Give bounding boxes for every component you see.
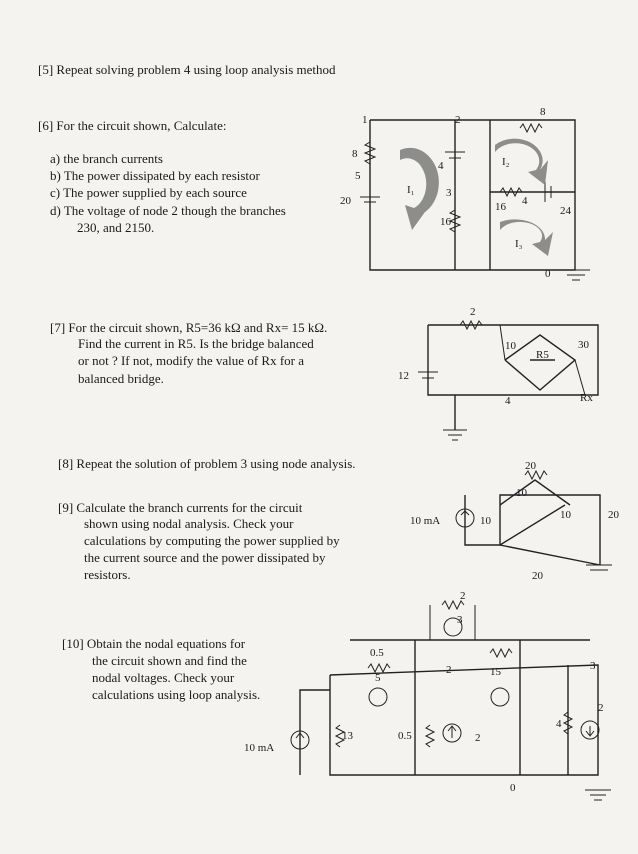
problem-7-line-3: or not ? If not, modify the value of Rx for a xyxy=(78,353,304,368)
problem-10-line-4: calculations using loop analysis. xyxy=(92,687,261,702)
c10-source-10ma: 10 mA xyxy=(244,742,275,754)
problem-6-item-a: a) the branch currents xyxy=(50,151,163,166)
problem-6-item-c: c) The power supplied by each source xyxy=(50,185,247,200)
problem-6-tail: 230, and 2150. xyxy=(77,220,155,235)
c10-r2-top: 2 xyxy=(460,590,466,602)
c9-r20-top: 20 xyxy=(525,460,536,472)
c6-current-i2: I₂ xyxy=(502,156,510,168)
c9-source-10ma: 10 mA xyxy=(410,515,441,527)
c6-v4: 4 xyxy=(438,160,444,172)
c7-r30: 30 xyxy=(578,339,589,351)
c10-src5: 5 xyxy=(375,672,381,684)
problem-10-line-3: nodal voltages. Check your xyxy=(92,670,235,685)
problem-7-line-2: Find the current in R5. Is the bridge balanced xyxy=(78,336,314,351)
c9-r10-b: 10 xyxy=(480,515,491,527)
c9-r10-a: 10 xyxy=(516,487,527,499)
c6-r8: 8 xyxy=(352,148,358,160)
c9-r20-right: 20 xyxy=(608,509,619,521)
c6-r16-right: 16 xyxy=(495,201,506,213)
problem-5: [5] Repeat solving problem 4 using loop analysis method xyxy=(38,62,336,77)
c6-r16-left: 16 xyxy=(440,216,451,228)
c10-node3: 3 xyxy=(590,660,596,672)
problem-6-item-d: d) The voltage of node 2 though the branches xyxy=(50,203,286,218)
problem-6-title: [6] For the circuit shown, Calculate: xyxy=(38,118,227,133)
c9-r20-bottom: 20 xyxy=(532,570,543,582)
c6-current-i3: I₃ xyxy=(515,238,523,250)
c7-r2: 2 xyxy=(470,306,476,318)
c9-r10-c: 10 xyxy=(560,509,571,521)
problem-7-line-1: [7] For the circuit shown, R5=36 kΩ and Rx= 15 kΩ. xyxy=(50,320,328,335)
c10-r13: 13 xyxy=(342,730,353,742)
problem-9-line-4: the current source and the power dissipated by xyxy=(84,550,326,565)
problem-9-line-3: calculations by computing the power supplied by xyxy=(84,533,340,548)
problem-7-line-4: balanced bridge. xyxy=(78,371,164,386)
c10-src2: 2 xyxy=(475,732,481,744)
c6-v24: 24 xyxy=(560,205,571,217)
problem-9-line-5: resistors. xyxy=(84,567,131,582)
c10-r05-b: 0.5 xyxy=(398,730,412,742)
c10-node2: 2 xyxy=(446,664,452,676)
c6-v20: 20 xyxy=(340,195,351,207)
c10-node0: 0 xyxy=(510,782,516,794)
c6-r5: 5 xyxy=(355,170,361,182)
c10-r4: 4 xyxy=(556,718,562,730)
c6-node-0: 0 xyxy=(545,268,551,280)
c10-src3: 3 xyxy=(457,614,463,626)
c7-r4: 4 xyxy=(505,395,511,407)
problem-10-line-1: [10] Obtain the nodal equations for xyxy=(62,636,246,651)
problem-8: [8] Repeat the solution of problem 3 using node analysis. xyxy=(58,456,356,471)
c10-src15: 15 xyxy=(490,666,501,678)
problem-9-line-2: shown using nodal analysis. Check your xyxy=(84,516,294,531)
c6-node-2: 2 xyxy=(455,114,461,126)
c7-v12: 12 xyxy=(398,370,409,382)
problem-10-line-2: the circuit shown and find the xyxy=(92,653,247,668)
c6-r3: 3 xyxy=(446,187,452,199)
c6-node-1: 1 xyxy=(362,114,368,126)
c6-current-i1: I₁ xyxy=(407,184,415,196)
c10-node2-right: 2 xyxy=(598,702,604,714)
c7-r5: R5 xyxy=(536,349,549,361)
c6-node-8: 8 xyxy=(540,106,546,118)
c7-r10: 10 xyxy=(505,340,516,352)
c10-r05-a: 0.5 xyxy=(370,647,384,659)
c7-rx: Rx xyxy=(580,392,593,404)
c6-v4b: 4 xyxy=(522,195,528,207)
problem-9-line-1: [9] Calculate the branch currents for the circuit xyxy=(58,500,303,515)
problem-6-item-b: b) The power dissipated by each resistor xyxy=(50,168,260,183)
